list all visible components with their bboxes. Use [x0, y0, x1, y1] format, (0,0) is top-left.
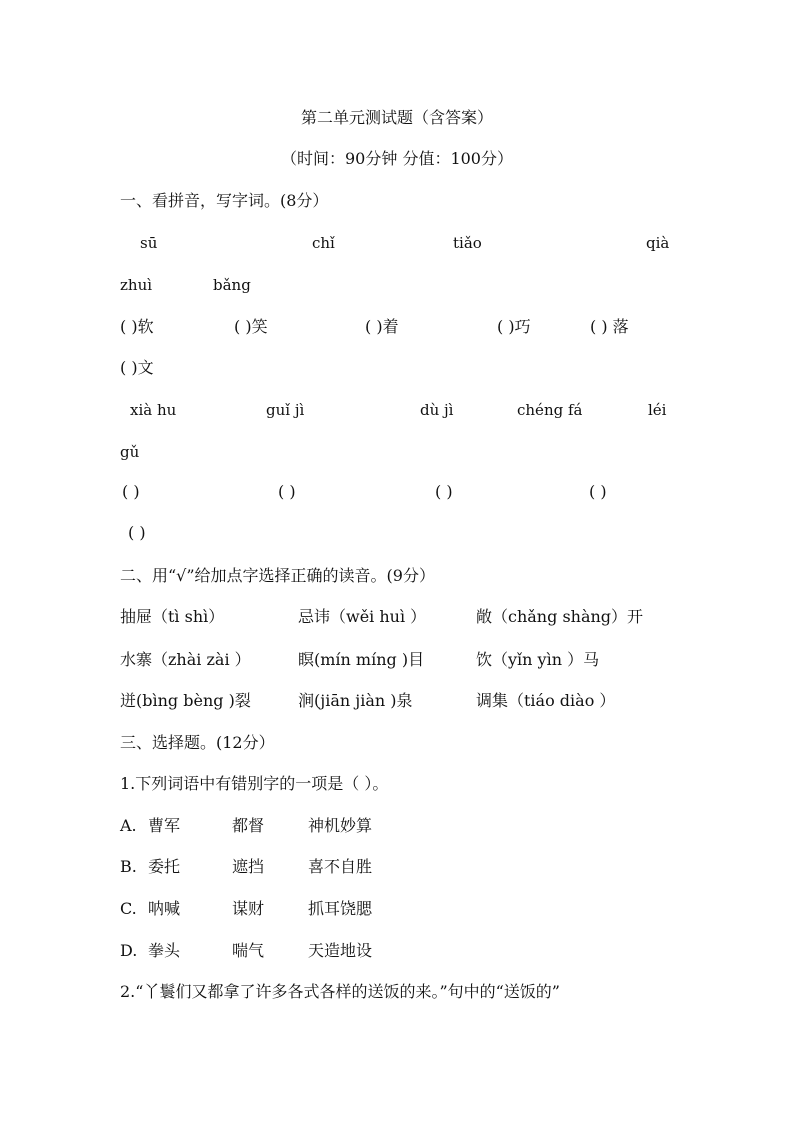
blank-11[interactable]: ( ) — [128, 523, 146, 542]
question-1: 1.下列词语中有错别字的一项是（ ）。 — [120, 774, 389, 793]
pinyin-tiao: tiǎo — [453, 234, 482, 252]
reading-choice-4[interactable]: 水寨（zhài zài ） — [120, 650, 251, 669]
pinyin-xiahu: xià hu — [130, 401, 177, 419]
question-2: 2.“丫鬟们又都拿了许多各式各样的送饭的来。”句中的“送饭的” — [120, 982, 560, 1001]
pinyin-su: sū — [140, 234, 158, 252]
option-c-word-1: 呐喊 — [148, 899, 181, 918]
section2-heading: 二、用“√”给加点字选择正确的读音。(9分） — [120, 566, 435, 585]
option-b-label[interactable]: B. — [120, 857, 137, 876]
reading-choice-2[interactable]: 忌讳（wěi huì ） — [298, 607, 427, 626]
blank-5[interactable]: ( ) 落 — [590, 317, 629, 336]
pinyin-chi: chǐ — [312, 234, 335, 252]
option-c-label[interactable]: C. — [120, 899, 137, 918]
option-a-word-2: 都督 — [232, 816, 265, 835]
option-b-word-3: 喜不自胜 — [308, 857, 373, 876]
blank-4[interactable]: ( )巧 — [497, 317, 531, 336]
option-d-word-2: 喘气 — [232, 941, 265, 960]
option-d-word-3: 天造地设 — [308, 941, 373, 960]
blank-9[interactable]: ( ) — [435, 482, 453, 501]
pinyin-guiji: guǐ jì — [266, 401, 305, 419]
blank-10[interactable]: ( ) — [589, 482, 607, 501]
blank-3[interactable]: ( )着 — [365, 317, 399, 336]
reading-choice-7[interactable]: 迸(bìng bèng )裂 — [120, 691, 251, 710]
pinyin-chengfa: chéng fá — [517, 401, 583, 419]
reading-choice-1[interactable]: 抽屉（tì shì） — [120, 607, 225, 626]
pinyin-bang: bǎng — [213, 276, 251, 294]
blank-6[interactable]: ( )文 — [120, 358, 154, 377]
option-d-word-1: 拳头 — [148, 941, 181, 960]
pinyin-zhui: zhuì — [120, 276, 153, 294]
option-a-word-1: 曹军 — [148, 816, 181, 835]
page-title: 第二单元测试题（含答案） — [300, 108, 493, 127]
option-b-word-2: 遮挡 — [232, 857, 265, 876]
pinyin-gu: gǔ — [120, 443, 140, 461]
reading-choice-5[interactable]: 瞑(mín míng )目 — [298, 650, 425, 669]
option-d-label[interactable]: D. — [120, 941, 138, 960]
reading-choice-6[interactable]: 饮（yǐn yìn ）马 — [476, 650, 600, 669]
pinyin-lei: léi — [648, 401, 667, 419]
blank-8[interactable]: ( ) — [278, 482, 296, 501]
option-c-word-3: 抓耳饶腮 — [308, 899, 373, 918]
option-b-word-1: 委托 — [148, 857, 181, 876]
blank-1[interactable]: ( )软 — [120, 317, 154, 336]
option-c-word-2: 谋财 — [232, 899, 265, 918]
section1-heading: 一、看拼音，写字词。(8分） — [120, 191, 329, 210]
blank-2[interactable]: ( )笑 — [234, 317, 268, 336]
option-a-word-3: 神机妙算 — [308, 816, 373, 835]
reading-choice-9[interactable]: 调集（tiáo diào ） — [476, 691, 616, 710]
reading-choice-3[interactable]: 敞（chǎng shàng）开 — [476, 607, 644, 626]
option-a-label[interactable]: A. — [120, 816, 137, 835]
section3-heading: 三、选择题。(12分） — [120, 733, 275, 752]
pinyin-duji: dù jì — [420, 401, 454, 419]
reading-choice-8[interactable]: 涧(jiān jiàn )泉 — [298, 691, 413, 710]
page-subtitle: （时间：90分钟 分值：100分） — [281, 149, 513, 168]
blank-7[interactable]: ( ) — [122, 482, 140, 501]
pinyin-qia: qià — [646, 234, 670, 252]
